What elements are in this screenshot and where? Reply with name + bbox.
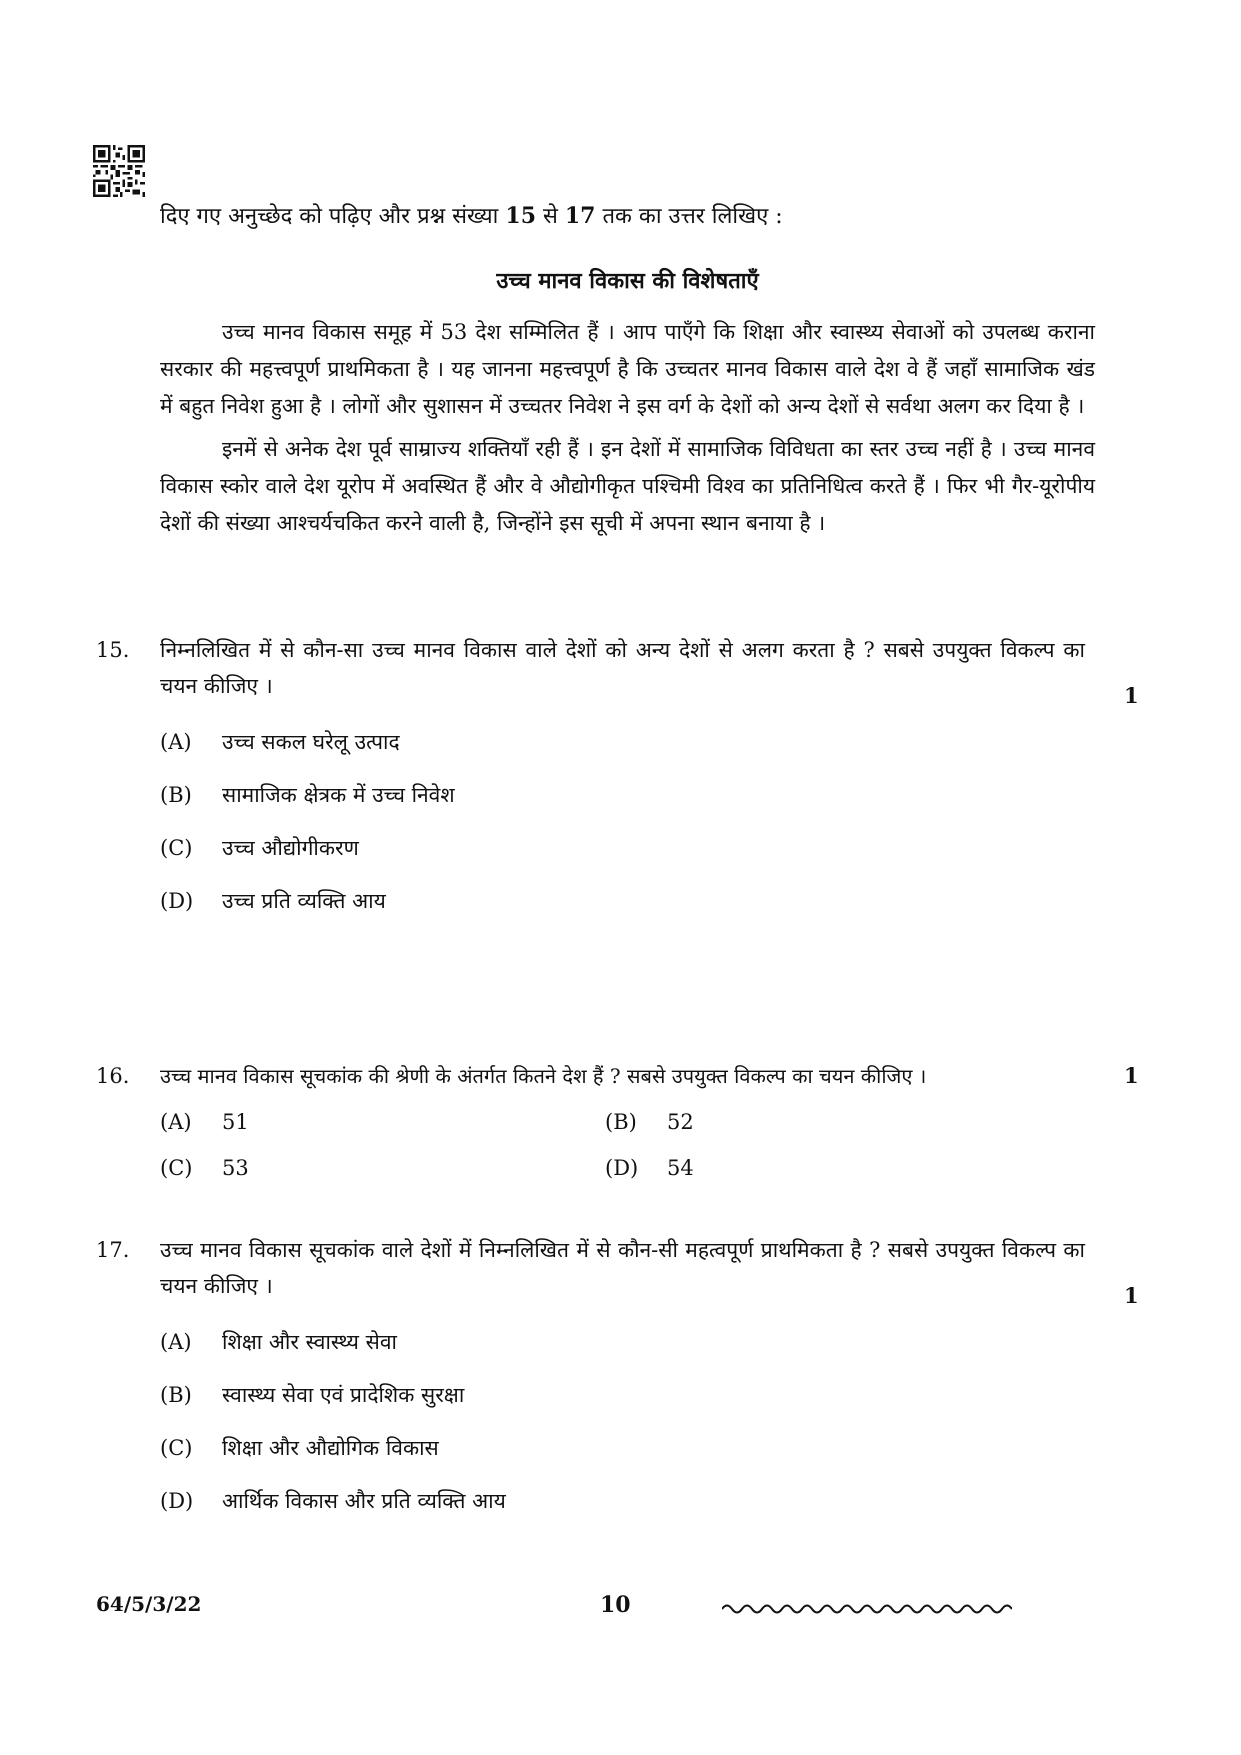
option-a <box>160 1324 1060 1377</box>
option-text: 53 <box>222 1156 249 1180</box>
option-label: (A) <box>160 1330 192 1354</box>
option-c <box>160 1430 1060 1483</box>
question-marks: 1 <box>1124 683 1139 708</box>
options-list <box>160 724 1060 936</box>
option-text: स्वास्थ्य सेवा एवं प्रादेशिक सुरक्षा <box>222 1383 465 1407</box>
passage <box>160 314 1095 548</box>
question-number: 15. <box>96 638 130 662</box>
option-label: (C) <box>160 836 193 860</box>
qr-code-icon <box>93 145 145 197</box>
option-b <box>160 777 1060 830</box>
passage-title: उच्च मानव विकास की विशेषताएँ <box>496 268 759 294</box>
question-number: 17. <box>96 1238 130 1262</box>
question-marks: 1 <box>1124 1063 1139 1088</box>
instruction-to: 17 <box>564 203 596 229</box>
option-label: (B) <box>605 1110 637 1134</box>
option-text: उच्च प्रति व्यक्ति आय <box>222 889 386 913</box>
option-text: 52 <box>667 1110 694 1134</box>
option-d <box>160 883 1060 936</box>
option-label: (C) <box>160 1156 193 1180</box>
option-b <box>160 1377 1060 1430</box>
instruction-post: तक का उत्तर लिखिए : <box>595 204 783 229</box>
question-marks: 1 <box>1124 1283 1139 1308</box>
option-label: (C) <box>160 1436 193 1460</box>
option-text: 51 <box>222 1110 249 1134</box>
option-text: शिक्षा और औद्योगिक विकास <box>222 1436 439 1460</box>
option-text: आर्थिक विकास और प्रति व्यक्ति आय <box>222 1489 506 1513</box>
question-number: 16. <box>96 1064 130 1088</box>
option-label: (D) <box>160 889 194 913</box>
option-d <box>160 1483 1060 1536</box>
question-text: उच्च मानव विकास सूचकांक वाले देशों में निम्नलिखित में से कौन-सी महत्वपूर्ण प्राथमिकता है ? सबसे उपयुक्त विकल्प का चयन कीजिए । <box>160 1238 1085 1298</box>
option-text: शिक्षा और स्वास्थ्य सेवा <box>222 1330 397 1354</box>
option-a <box>160 724 1060 777</box>
paper-code: 64/5/3/22 <box>96 1592 202 1616</box>
page-number: 10 <box>600 1592 631 1618</box>
instruction-mid: से <box>536 204 565 229</box>
option-text: उच्च सकल घरेलू उत्पाद <box>222 730 400 754</box>
question-text: उच्च मानव विकास सूचकांक की श्रेणी के अंतर्गत कितने देश हैं ? सबसे उपयुक्त विकल्प का चयन कीजिए । <box>160 1064 927 1088</box>
passage-paragraph-2: इनमें से अनेक देश पूर्व साम्राज्य शक्तियाँ रही हैं । इन देशों में सामाजिक विविधता का स्तर उच्च नहीं है । उच्च मानव विकास स्कोर वाले देश यूरोप में अवस्थित हैं और वे औद्योगीकृत पश्चिमी विश्व का प्रतिनिधित्व करते हैं । फिर भी गैर-यूरोपीय देशों की संख्या आश्चर्यचकित करने वाली है, जिन्होंने इस सूची में अपना स्थान बनाया है । <box>160 437 1095 535</box>
option-label: (D) <box>605 1156 639 1180</box>
option-label: (D) <box>160 1489 194 1513</box>
option-text: उच्च औद्योगीकरण <box>222 836 359 860</box>
option-c <box>160 830 1060 883</box>
option-label: (A) <box>160 1110 192 1134</box>
option-label: (A) <box>160 730 192 754</box>
instruction-pre: दिए गए अनुच्छेद को पढ़िए और प्रश्न संख्या <box>160 204 506 229</box>
instruction-from: 15 <box>505 203 537 229</box>
option-label: (B) <box>160 1383 192 1407</box>
option-label: (B) <box>160 783 192 807</box>
passage-paragraph-1: उच्च मानव विकास समूह में 53 देश सम्मिलित हैं । आप पाएँगे कि शिक्षा और स्वास्थ्य सेवाओं को उपलब्ध कराना सरकार की महत्त्वपूर्ण प्राथमिकता है । यह जानना महत्त्वपूर्ण है कि उच्चतर मानव विकास वाले देश वे हैं जहाँ सामाजिक खंड में बहुत निवेश हुआ है । लोगों और सुशासन में उच्चतर निवेश ने इस वर्ग के देशों को अन्य देशों से सर्वथा अलग कर दिया है । <box>160 320 1095 418</box>
option-text: 54 <box>667 1156 694 1180</box>
option-text: सामाजिक क्षेत्रक में उच्च निवेश <box>222 783 455 807</box>
options-list <box>160 1324 1060 1536</box>
wave-line-icon <box>722 1600 1012 1618</box>
instruction-text <box>160 200 1120 233</box>
question-text: निम्नलिखित में से कौन-सा उच्च मानव विकास वाले देशों को अन्य देशों से अलग करता है ? सबसे उपयुक्त विकल्प का चयन कीजिए । <box>160 638 1085 698</box>
